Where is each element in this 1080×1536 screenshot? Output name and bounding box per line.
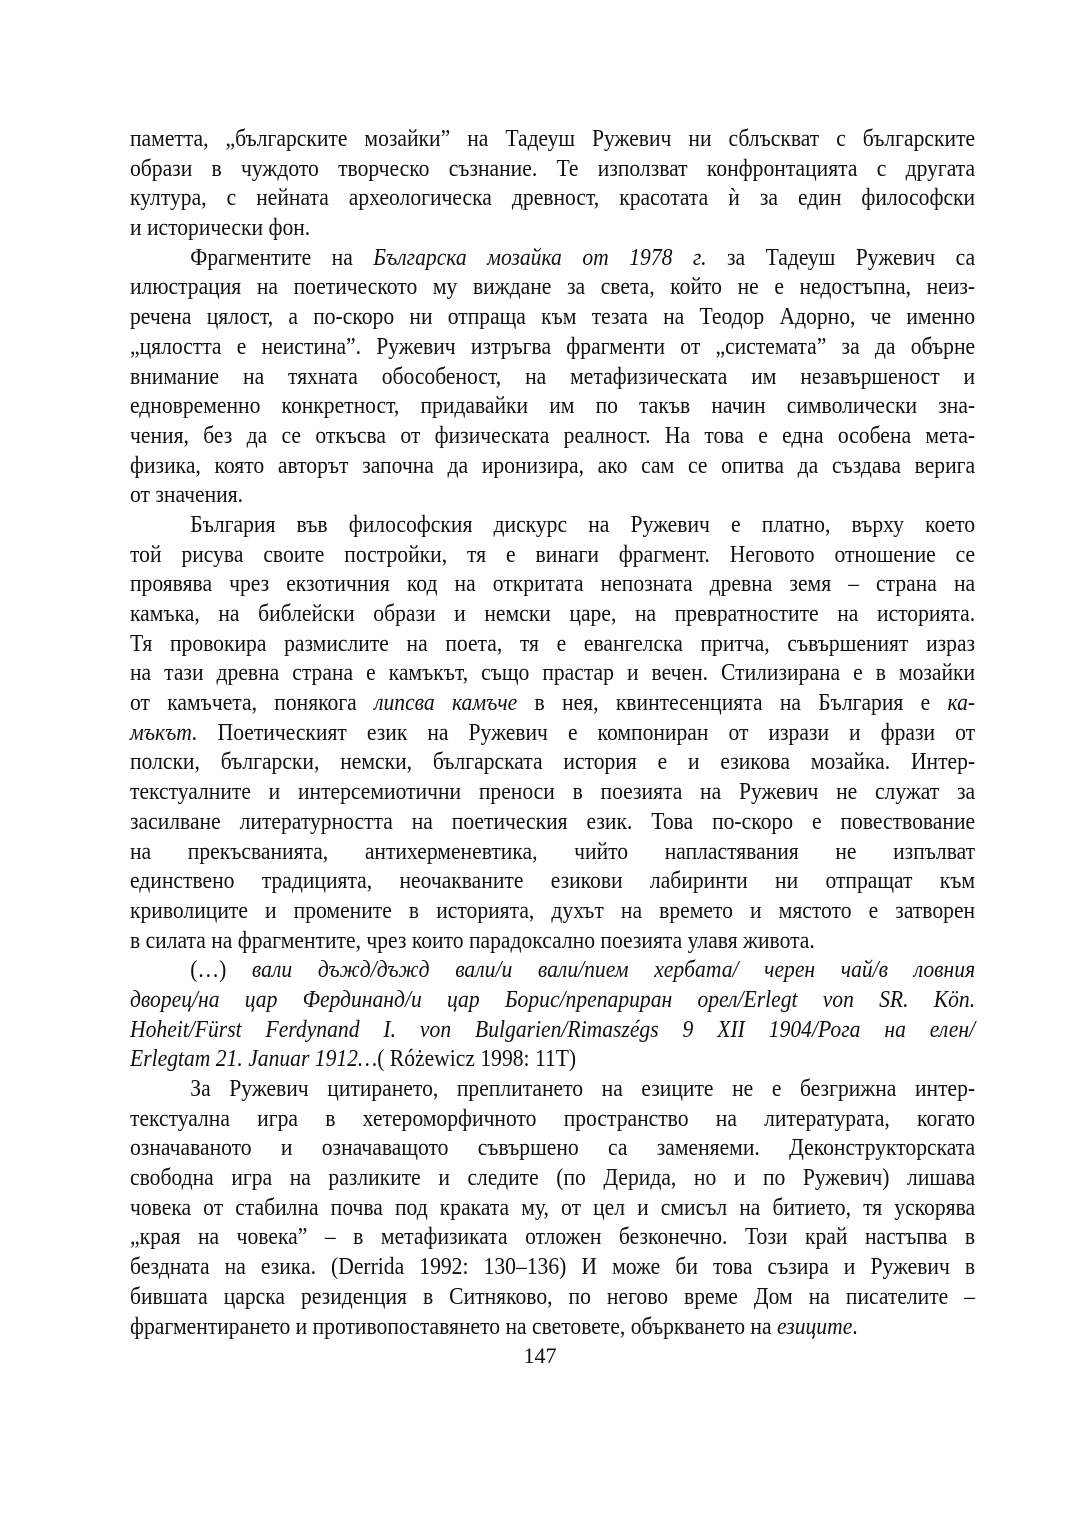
italic-text: вали дъжд/дъжд вали/и вали/пием хербата/ черен чай/в ловния <box>251 957 976 984</box>
italic-text: мъкът. <box>130 719 198 746</box>
text-line <box>130 125 975 155</box>
text-line <box>130 1134 975 1164</box>
italic-text: Hoheit/Fürst Ferdynand I. von Bulgarien/Rimaszégs 9 XII 1904/Рога на елен/ <box>130 1016 976 1043</box>
text-line <box>130 600 975 630</box>
text-line <box>130 273 975 303</box>
text-line <box>130 986 975 1016</box>
text-segment: в нея, квинтесенцията на България е <box>517 690 948 717</box>
text-line <box>130 511 975 541</box>
text-segment: паметта, „българските мозайки” на Тадеуш Ружевич ни сблъскват с българските <box>130 126 976 152</box>
text-segment: Тя провокира размислите на поета, тя е евангелска притча, съвършеният израз <box>130 630 976 657</box>
text-segment: от значения. <box>130 482 244 509</box>
text-line <box>130 748 975 778</box>
text-line <box>130 1253 975 1283</box>
text-segment: от камъчета, понякога <box>130 690 375 717</box>
italic-text: Erlegtam 21. Januar 1912… <box>130 1046 378 1073</box>
text-segment: . <box>852 1313 858 1340</box>
text-line <box>130 1223 975 1253</box>
text-segment: единствено традицията, неочакваните езикови лабиринти ни отпращат към <box>130 868 976 895</box>
text-line <box>130 808 975 838</box>
text-segment: и исторически фон. <box>130 215 311 242</box>
text-line <box>130 481 975 511</box>
text-segment: на тази древна страна е камъкът, също прастар и вечен. Стилизирана е в мозайки <box>130 660 976 687</box>
italic-text: Българска мозайка от 1978 г. <box>373 244 707 271</box>
text-line <box>130 541 975 571</box>
text-segment: „цялостта е неистина”. Ружевич изтръгва фрагменти от „системата” за да обърне <box>130 333 976 360</box>
paragraph <box>130 511 975 956</box>
text-line <box>130 1313 975 1343</box>
text-line <box>130 689 975 719</box>
page-number: 147 <box>523 1343 557 1368</box>
text-segment: фрагментирането и противопоставянето на световете, объркването на <box>130 1313 777 1340</box>
text-segment: едновременно конкретност, придавайки им по такъв начин символически зна- <box>130 393 976 420</box>
text-segment: човека от стабилна почва под краката му, от цел и смисъл на битието, тя ускорява <box>130 1194 976 1221</box>
text-segment: в силата на фрагментите, чрез които парадоксално поезията улавя живота. <box>130 927 815 954</box>
paragraph <box>130 1075 975 1342</box>
text-segment: речена цялост, а по-скоро ни отпраща към тезата на Теодор Адорно, че именно <box>130 304 976 331</box>
text-line <box>130 838 975 868</box>
text-line <box>130 1105 975 1135</box>
text-line <box>130 867 975 897</box>
text-segment: Поетическият език на Ружевич е компониран от изрази и фрази от <box>197 719 976 746</box>
text-segment: физика, която авторът започна да иронизира, ако сам се опитва да създава верига <box>130 452 976 479</box>
text-line <box>130 1075 975 1105</box>
text-line <box>130 897 975 927</box>
text-line <box>130 1045 975 1075</box>
page-body <box>130 125 975 1342</box>
text-line <box>130 1283 975 1313</box>
text-segment: камъка, на библейски образи и немски царе, на превратностите на историята. <box>130 601 976 627</box>
italic-text: липсва камъче <box>374 690 518 717</box>
text-line <box>130 1194 975 1224</box>
text-segment: (…) <box>190 957 252 984</box>
text-segment: проявява чрез екзотичния код на откритата непозната древна земя – страна на <box>130 571 976 598</box>
text-line <box>130 659 975 689</box>
text-line <box>130 363 975 393</box>
text-line <box>130 1016 975 1046</box>
text-line <box>130 630 975 660</box>
text-segment: чения, без да се откъсва от физическата реалност. На това е една особена мета- <box>130 422 976 449</box>
text-line <box>130 927 975 957</box>
paragraph <box>130 956 975 1075</box>
text-segment: Фрагментите на <box>190 244 374 271</box>
text-segment: ( Różewicz 1998: 11T) <box>377 1046 577 1073</box>
text-segment: „края на човека” – в метафизиката отложен безконечно. Този край настъпва в <box>130 1224 976 1251</box>
text-segment: култура, с нейната археологическа древност, красотата ѝ за един философски <box>130 185 976 212</box>
italic-text: езиците <box>776 1313 853 1340</box>
text-segment: За Ружевич цитирането, преплитането на езиците не е безгрижна интер- <box>190 1076 976 1102</box>
text-segment: полски, български, немски, българската история е и езикова мозайка. Интер- <box>130 749 976 776</box>
text-segment: внимание на тяхната обособеност, на метафизическата им незавършеност и <box>130 363 976 390</box>
text-segment: текстуалните и интерсемиотични преноси в поезията на Ружевич не служат за <box>130 779 976 806</box>
text-line <box>130 184 975 214</box>
text-segment: засилване литературността на поетическия език. Това по-скоро е повествование <box>130 808 976 835</box>
text-segment: България във философския дискурс на Ружевич е платно, върху което <box>190 511 976 538</box>
text-segment: бездната на езика. (Derrida 1992: 130–136) И може би това съзира и Ружевич в <box>130 1254 976 1281</box>
text-segment: криволиците и промените в историята, духът на времето и мястото е затворен <box>130 897 976 924</box>
text-line <box>130 778 975 808</box>
text-line <box>130 392 975 422</box>
text-segment: означаваното и означаващото съвършено са заменяеми. Деконструкторската <box>130 1135 976 1162</box>
text-segment: на прекъсванията, антихерменевтика, чийто напластявания не изпълват <box>130 838 976 865</box>
text-segment: образи в чуждото творческо съзнание. Те използват конфронтацията с другата <box>130 155 976 182</box>
text-line <box>130 1164 975 1194</box>
text-line <box>130 422 975 452</box>
text-segment: текстуална игра в хетероморфичното пространство на литературата, когато <box>130 1105 976 1132</box>
text-line <box>130 214 975 244</box>
text-segment: илюстрация на поетическото му виждане за света, който не е недостъпна, неиз- <box>130 274 976 301</box>
text-line <box>130 719 975 749</box>
text-segment: бившата царска резиденция в Ситняково, по негово време Дом на писателите – <box>130 1283 976 1310</box>
text-segment: за Тадеуш Ружевич са <box>706 244 976 271</box>
text-segment: свободна игра на разликите и следите (по Дерида, но и по Ружевич) лишава <box>130 1165 976 1192</box>
text-line <box>130 333 975 363</box>
text-line <box>130 452 975 482</box>
text-line <box>130 303 975 333</box>
paragraph <box>130 125 975 244</box>
text-line <box>130 244 975 274</box>
paragraph <box>130 244 975 511</box>
text-line <box>130 956 975 986</box>
italic-text: дворец/на цар Фердинанд/и цар Борис/препариран орел/Erlegt von SR. Kön. <box>130 986 976 1013</box>
text-line <box>130 155 975 185</box>
italic-text: ка- <box>947 690 976 717</box>
text-line <box>130 570 975 600</box>
text-segment: той рисува своите постройки, тя е винаги фрагмент. Неговото отношение се <box>130 541 976 568</box>
